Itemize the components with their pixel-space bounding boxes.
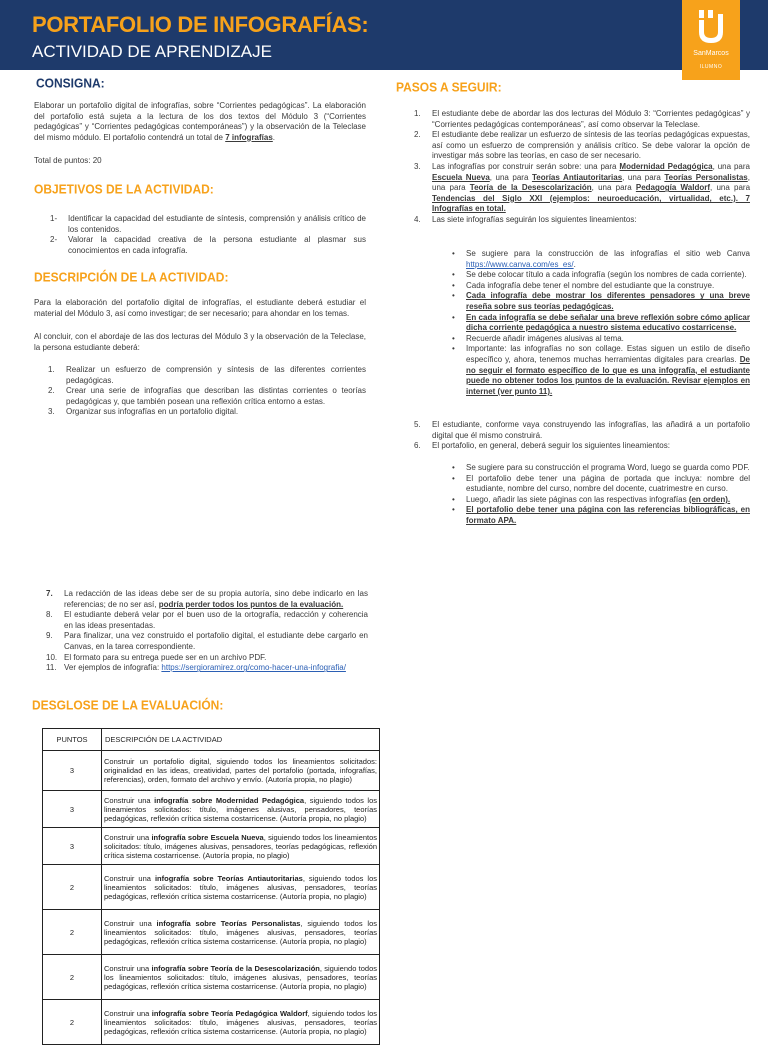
descripcion-heading: DESCRIPCIÓN DE LA ACTIVIDAD: — [34, 269, 229, 285]
canva-link[interactable]: https://www.canva.com/es_es/ — [466, 259, 574, 269]
row-text: Construir una — [104, 873, 155, 883]
item-text: Las siete infografías seguirán los siguientes lineamientos: — [432, 214, 637, 224]
list-item — [448, 463, 750, 474]
topic-name: Teorías Personalistas — [664, 172, 748, 182]
row-text: , siguiendo todos los lineamientos solicitados: título, imágenes alusivas, pensadores, teorías pedagógicas, reflexión crítica sistema costarricense. (Autoría propia, no plagio) — [104, 918, 377, 946]
consigna-text-end: . — [272, 132, 276, 142]
row-text: Construir una — [104, 832, 152, 842]
list-item — [50, 235, 366, 256]
objetivos-list — [50, 214, 366, 256]
table-row — [43, 828, 380, 865]
item-text: , una para — [489, 172, 532, 182]
row-text: Construir una — [104, 963, 152, 973]
list-item — [414, 130, 750, 162]
university-logo — [682, 0, 740, 80]
item-text: Valorar la capacidad creativa de la persona estudiante al plasmar sus conocimientos en cada infografía. — [68, 235, 366, 255]
item-number: 7. — [46, 589, 53, 598]
item-text: Importante: las infografías no son collage. Estas siguen un estilo de diseño específico y, ahora, tenemos muchas herramientas digitales para crearlas. — [466, 344, 750, 364]
list-item — [46, 631, 368, 652]
item-warning: podría perder todos los puntos de la evaluación. — [158, 599, 344, 609]
item-text: Para finalizar, una vez construido el portafolio digital, el estudiante debe cargarlo en Canvas, en la tarea correspondiente. — [64, 631, 368, 651]
item-text: Realizar un esfuerzo de comprensión y síntesis de las diferentes corrientes pedagógicas. — [66, 365, 366, 385]
pasos-list-continued — [414, 420, 750, 452]
item-text: El portafolio debe tener una página de portada que incluya: nombre del estudiante, nombre del curso, nombre del docente, cuatrimestre en curso. — [466, 473, 750, 494]
item-text: El estudiante debe de abordar las dos lecturas del Módulo 3: “Corrientes pedagógicas” y “Corrientes pedagógicas contemporáneas”, así como observar la Teleclase. — [432, 109, 750, 129]
consigna-heading: CONSIGNA: — [36, 75, 105, 91]
pasos-heading: PASOS A SEGUIR: — [396, 79, 502, 95]
list-item — [448, 291, 750, 312]
topic-name: Teoría de la Desescolarización — [469, 183, 592, 193]
list-item — [448, 474, 750, 495]
item-text: , una para — [712, 161, 750, 171]
list-item — [448, 313, 750, 334]
item-text: , una para — [710, 183, 751, 193]
table-row — [43, 955, 380, 1000]
logo-brand-text: SanMarcos — [693, 50, 729, 57]
descripcion-list — [48, 365, 366, 418]
page-subtitle: ACTIVIDAD DE APRENDIZAJE — [32, 42, 272, 61]
list-item — [46, 653, 368, 664]
item-number: 4. — [414, 214, 421, 224]
pasos-list — [414, 109, 750, 226]
desglose-heading: DESGLOSE DE LA EVALUACIÓN: — [32, 697, 224, 713]
list-item — [46, 589, 368, 610]
row-text: Construir una — [104, 918, 157, 928]
item-number: 10. — [46, 652, 58, 662]
table-header-row — [43, 729, 380, 751]
topic-name: Pedagogía Waldorf — [635, 183, 711, 193]
row-points: 2 — [43, 955, 102, 1000]
list-item — [414, 420, 750, 441]
objetivos-heading: OBJETIVOS DE LA ACTIVIDAD: — [34, 181, 214, 197]
consigna-text-part: Elaborar un portafolio digital de infografías, sobre “Corrientes pedagógicas”. La elaboración del portafolio está sujeta a la lectura de los dos textos del Módulo 3 (“Corrientes pedagógicas” y “Corrientes pedagógicas contemporáneas”) y la observación de la Teleclase del mismo módulo. El portafolio contendrá un total de — [34, 101, 366, 142]
list-item — [448, 270, 750, 281]
row-description — [102, 828, 380, 865]
item-text: Se sugiere para la construcción de las infografías el sitio web Canva — [466, 249, 750, 258]
row-text: Construir una — [104, 1008, 152, 1018]
item-text: Recuerde añadir imágenes alusivas al tema. — [466, 333, 624, 343]
table-row — [43, 910, 380, 955]
page-title: PORTAFOLIO DE INFOGRAFÍAS: — [32, 12, 369, 37]
item-text: Luego, añadir las siete páginas con las respectivas infografías — [466, 494, 689, 504]
item-number: 8. — [46, 610, 53, 620]
item-number: 5. — [414, 420, 421, 429]
column-header-points: PUNTOS — [43, 729, 102, 751]
item-number: 11. — [46, 663, 57, 673]
item-number: 1. — [48, 365, 55, 374]
item-text: Se sugiere para su construcción el programa Word, luego se guarda como PDF. — [466, 463, 750, 472]
table-row — [43, 865, 380, 910]
list-item — [50, 214, 366, 235]
item-text: Cada infografía debe mostrar los diferentes pensadores y una breve reseña sobre sus teorías pedagógicas. — [466, 291, 750, 311]
total-points: Total de puntos: 20 — [34, 156, 102, 165]
row-text: , siguiendo todos los lineamientos solicitados: título, imágenes alusivas, pensadores, teorías pedagógicas, reflexión crítica sistema costarricense. (Autoría propia, no plagio) — [104, 963, 377, 991]
infografia-guidelines — [448, 249, 750, 397]
logo-u-icon — [697, 10, 725, 44]
item-text: El portafolio debe tener una página con las referencias bibliográficas, en formato APA. — [466, 505, 750, 525]
page-header — [0, 0, 768, 70]
row-points: 3 — [43, 828, 102, 865]
row-topic: infografía sobre Modernidad Pedagógica — [154, 795, 305, 805]
item-text: Ver ejemplos de infografía: — [64, 663, 162, 673]
list-item — [448, 281, 750, 292]
evaluation-table — [42, 728, 380, 1045]
item-text: . — [573, 259, 576, 269]
list-item — [448, 505, 750, 526]
item-number: 3. — [414, 161, 421, 171]
row-text: Construir una — [104, 795, 155, 805]
item-text: Identificar la capacidad del estudiante de síntesis, comprensión y análisis crítico de los contenidos. — [68, 214, 366, 234]
descripcion-p1: Para la elaboración del portafolio digital de infografías, el estudiante deberá estudiar el material del Módulo 3, así como investigar; de ser necesario; para ahondar en los temas. — [34, 298, 366, 318]
item-text: El estudiante debe realizar un esfuerzo de síntesis de las teorías pedagógicas expuestas, así como un esfuerzo de comprensión y análisis crítico. Se debe valorar la opción de investigar más sobre las teorías, en caso de ser necesario. — [432, 130, 750, 161]
row-description — [102, 865, 380, 910]
item-number: 9. — [46, 631, 53, 641]
item-text: Organizar sus infografías en un portafolio digital. — [66, 407, 239, 417]
item-number: 3. — [48, 407, 55, 417]
item-text: Las infografías por construir serán sobre: una para — [432, 161, 620, 171]
list-item — [48, 407, 366, 418]
list-item — [414, 109, 750, 130]
list-item — [46, 610, 368, 631]
row-description — [102, 910, 380, 955]
item-number: 2. — [414, 130, 421, 140]
item-emphasis: (en orden). — [688, 494, 731, 504]
list-item — [414, 441, 750, 452]
list-item — [414, 215, 750, 226]
row-description — [102, 955, 380, 1000]
row-text: , siguiendo todos los lineamientos solicitados: título, imágenes alusivas, pensadores, teorías pedagógicas, reflexión crítica sistema costarricense. (Autoría propia, no plagio) — [104, 1008, 377, 1036]
topic-name: Escuela Nueva — [432, 172, 490, 182]
item-number: 2. — [48, 386, 55, 396]
list-item — [46, 663, 368, 674]
list-item — [48, 386, 366, 407]
row-description — [102, 791, 380, 828]
list-item — [448, 344, 750, 397]
row-topic: infografía sobre Teoría Pedagógica Waldorf — [151, 1008, 308, 1018]
row-points: 2 — [43, 865, 102, 910]
item-text: La redacción de las ideas debe ser de su propia autoría, sino debe indicarlo en las referencias; de no ser así, — [64, 589, 368, 609]
portafolio-guidelines — [448, 463, 750, 527]
item-number: 6. — [414, 441, 421, 451]
topic-name: Tendencias del Siglo XXI (ejemplos: neuroeducación, virtualidad, etc.). 7 Infografías en total. — [432, 193, 750, 214]
row-topic: infografía sobre Teoría de la Desescolarización — [151, 963, 320, 973]
table-row — [43, 1000, 380, 1045]
table-row — [43, 751, 380, 791]
topic-name: Teorías Antiautoritarias — [531, 172, 623, 182]
item-text: En cada infografía se debe señalar una breve reflexión sobre cómo aplicar dicha corriente pedagógica a nuestro sistema educativo costarricense. — [466, 312, 750, 333]
item-warning: De no seguir el formato específico de lo que es una infografía, el estudiante puede no obtener todos los puntos de la evaluación. Revisar ejemplos en internet (ver punto 11). — [466, 354, 750, 396]
row-text: Construir un portafolio digital, siguiendo todos los lineamientos solicitados: originalidad en las ideas, creatividad, partes del portafolio (portada, infografías, referencias), orden, formato del archivo y envío. (Autoría propia, no plagio) — [104, 757, 377, 784]
list-item — [448, 249, 750, 270]
example-link[interactable]: https://sergioramirez.org/como-hacer-una-infografia/ — [161, 663, 346, 673]
row-text: , siguiendo todos los lineamientos solicitados: título, imágenes alusivas, pensadores, teorías pedagógicas, reflexión crítica sistema costarricense. (Autoría propia, no plagio) — [104, 795, 377, 823]
row-text: , siguiendo todos los lineamientos solicitados: título, imágenes alusivas, pensadores, teorías pedagógicas, reflexión crítica sistema costarricense. (Autoría propia, no plagio) — [104, 832, 377, 860]
item-number: 1- — [50, 214, 58, 223]
list-item — [448, 495, 750, 506]
item-text: Se debe colocar título a cada infografía (según los nombres de cada corriente). — [466, 270, 747, 280]
descripcion-p2: Al concluir, con el abordaje de las dos lecturas del Módulo 3 y la observación de la Teleclase, la persona estudiante deberá: — [34, 332, 366, 352]
logo-sub-text: ILUMNO — [699, 64, 723, 70]
row-description — [102, 751, 380, 791]
item-number: 1. — [414, 109, 421, 118]
row-points: 3 — [43, 751, 102, 791]
item-text: El formato para su entrega puede ser en un archivo PDF. — [64, 652, 267, 662]
row-description — [102, 1000, 380, 1045]
logo-mark-icon — [697, 10, 725, 50]
item-text: Cada infografía debe tener el nombre del estudiante que la construye. — [466, 280, 715, 290]
row-text: , siguiendo todos los lineamientos solicitados: título, imágenes alusivas, pensadores, teorías pedagógicas, reflexión crítica sistema costarricense. (Autoría propia, no plagio) — [104, 873, 377, 901]
consigna-count: 7 infografías — [225, 132, 273, 142]
item-number: 2- — [50, 235, 58, 245]
topic-name: Modernidad Pedagógica — [619, 161, 713, 171]
list-item — [414, 162, 750, 215]
item-text: El estudiante deberá velar por el buen uso de la ortografía, redacción y coherencia en las ideas presentadas. — [64, 610, 368, 630]
item-text: El estudiante, conforme vaya construyendo las infografías, las añadirá a un portafolio digital que él mismo construirá. — [432, 420, 750, 440]
row-topic: infografía sobre Escuela Nueva — [151, 832, 264, 842]
row-topic: infografía sobre Teorías Personalistas — [156, 918, 301, 928]
item-text: , una para — [432, 172, 750, 193]
item-text: Crear una serie de infografías que describan las distintas corrientes o teorías pedagógicas y, que también posean una reflexión crítica entorno a estas. — [66, 386, 366, 406]
item-text: El portafolio, en general, deberá seguir los siguientes lineamientos: — [432, 441, 670, 451]
column-header-description: DESCRIPCIÓN DE LA ACTIVIDAD — [102, 729, 380, 751]
row-topic: infografía sobre Teorías Antiautoritarias — [154, 873, 303, 883]
row-points: 2 — [43, 1000, 102, 1045]
list-item — [48, 365, 366, 386]
item-text: , una para — [622, 172, 665, 182]
consigna-text — [34, 101, 366, 143]
row-points: 3 — [43, 791, 102, 828]
table-row — [43, 791, 380, 828]
item-text: , una para — [591, 183, 636, 193]
row-points: 2 — [43, 910, 102, 955]
list-item — [448, 334, 750, 345]
continued-list — [46, 589, 368, 674]
